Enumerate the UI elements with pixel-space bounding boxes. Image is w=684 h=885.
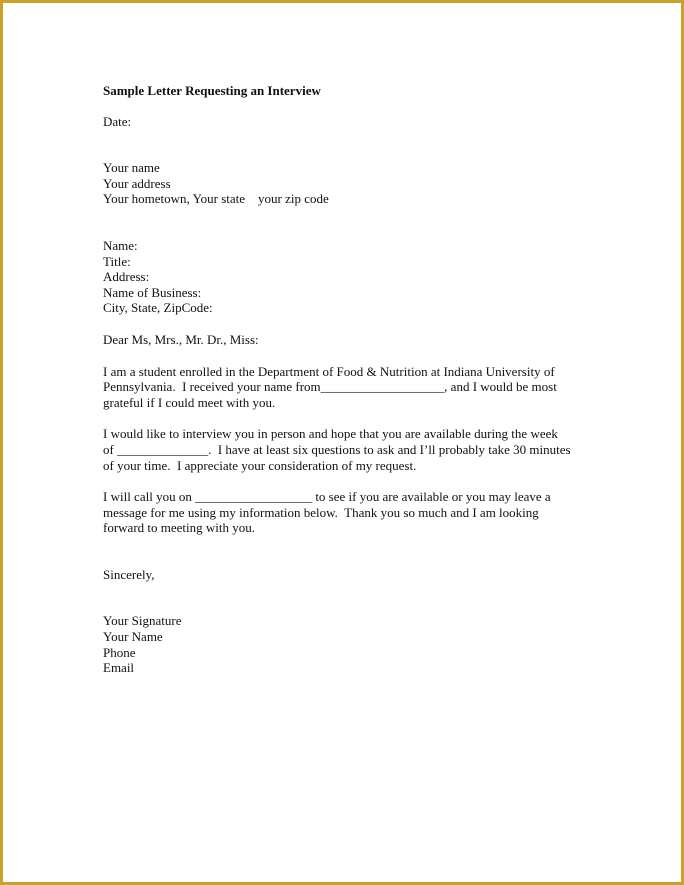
paragraph-line: I will call you on __________________ to see if you are available or you may leave a <box>103 489 551 505</box>
letter-title: Sample Letter Requesting an Interview <box>103 83 321 98</box>
letter-document <box>103 83 593 676</box>
paragraph-line: of ______________. I have at least six questions to ask and I’ll probably take 30 minutes <box>103 441 571 457</box>
sender-name: Your name <box>103 160 160 176</box>
sender-city-state-zip: Your hometown, Your state your zip code <box>103 191 329 207</box>
recipient-address: Address: <box>103 269 150 285</box>
paragraph-line: I am a student enrolled in the Department of Food & Nutrition at Indiana University of <box>103 363 555 379</box>
sender-address: Your address <box>103 175 171 191</box>
signer-email: Email <box>103 660 135 676</box>
signature-line: Your Signature <box>103 613 182 629</box>
signer-phone: Phone <box>103 644 136 660</box>
paragraph-line: I would like to interview you in person and hope that you are available during the week <box>103 426 558 442</box>
recipient-city-state-zip: City, State, ZipCode: <box>103 300 213 316</box>
paragraph-followup <box>103 489 593 536</box>
recipient-business: Name of Business: <box>103 284 202 300</box>
recipient-address-block <box>103 238 593 316</box>
paragraph-line: message for me using my information below. Thank you so much and I am looking <box>103 504 539 520</box>
sender-address-block <box>103 160 593 207</box>
date-label: Date: <box>103 113 132 129</box>
paragraph-line: forward to meeting with you. <box>103 520 255 536</box>
closing: Sincerely, <box>103 566 155 582</box>
recipient-name: Name: <box>103 237 138 253</box>
recipient-title: Title: <box>103 253 131 269</box>
paragraph-line: grateful if I could meet with you. <box>103 394 276 410</box>
paragraph-line: of your time. I appreciate your consideration of my request. <box>103 457 417 473</box>
signer-name: Your Name <box>103 629 163 645</box>
signature-block <box>103 613 593 675</box>
paragraph-intro <box>103 364 593 411</box>
paragraph-line: Pennsylvania. I received your name from___________________, and I would be most <box>103 379 557 395</box>
salutation: Dear Ms, Mrs., Mr. Dr., Miss: <box>103 331 259 347</box>
paragraph-request <box>103 426 593 473</box>
